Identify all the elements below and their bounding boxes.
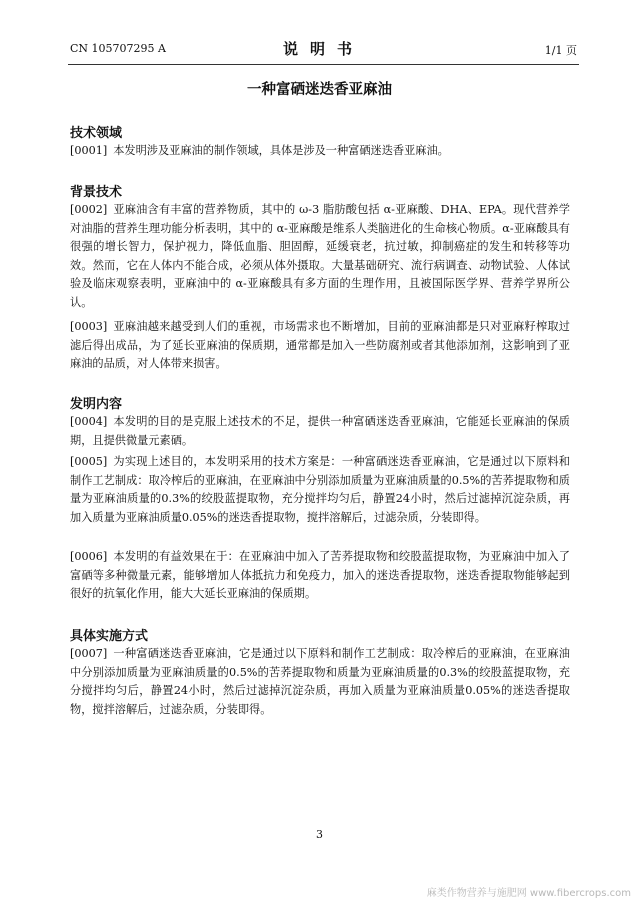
paragraph-0001 — [70, 142, 570, 161]
document-title: 一种富硒迷迭香亚麻油 — [247, 82, 392, 98]
paragraph-0007 — [70, 645, 570, 719]
paragraph-text: 本发明涉及亚麻油的制作领域，具体是涉及一种富硒迷迭香亚麻油。 — [113, 144, 449, 157]
paragraph-number: [0004] — [70, 415, 108, 428]
paragraph-text: 本发明的目的是克服上述技术的不足，提供一种富硒迷迭香亚麻油，它能延长亚麻油的保质期，且提供微量元素硒。 — [70, 415, 570, 447]
page-indicator: 1/1 页 — [544, 44, 577, 57]
paragraph-number: [0005] — [70, 455, 108, 468]
section-heading-background: 背景技术 — [70, 185, 123, 200]
page-header — [70, 38, 577, 62]
watermark: 麻类作物营养与施肥网 www.fibercrops.com — [426, 888, 631, 899]
paragraph-number: [0001] — [70, 144, 108, 157]
paragraph-0005 — [70, 453, 570, 527]
patent-number: CN 105707295 A — [70, 42, 166, 55]
doc-type: 说明书 — [282, 40, 364, 58]
paragraph-0002 — [70, 201, 570, 312]
paragraph-text: 亚麻油越来越受到人们的重视，市场需求也不断增加，目前的亚麻油都是只对亚麻籽榨取过滤后得出成品，为了延长亚麻油的保质期，通常都是加入一些防腐剂或者其他添加剂，这影响到了亚麻油的品质，对人体带来损害。 — [70, 320, 570, 370]
paragraph-text: 本发明的有益效果在于：在亚麻油中加入了苦荞提取物和绞股蓝提取物，为亚麻油中加入了富硒等多种微量元素，能够增加人体抵抗力和免疫力，加入的迷迭香提取物，迷迭香提取物能够起到很好的抗氧化作用，能大大延长亚麻油的保质期。 — [70, 550, 570, 600]
header-rule — [68, 64, 579, 65]
page-number: 3 — [316, 828, 323, 841]
section-heading-embodiment: 具体实施方式 — [70, 629, 149, 644]
paragraph-number: [0006] — [70, 550, 108, 563]
section-heading-summary: 发明内容 — [70, 397, 123, 412]
paragraph-number: [0003] — [70, 320, 108, 333]
paragraph-0004 — [70, 413, 570, 450]
paragraph-0003 — [70, 318, 570, 374]
paragraph-text: 一种富硒迷迭香亚麻油，它是通过以下原料和制作工艺制成：取冷榨后的亚麻油，在亚麻油中分别添加质量为亚麻油质量的0.5%的苦荞提取物和质量为亚麻油质量的0.3%的绞股蓝提取物，充分搅拌均匀后，静置24小时，然后过滤掉沉淀杂质，再加入质量为亚麻油质量0.05%的迷迭香提取物，搅拌溶解后，过滤杂质，分装即得。 — [70, 647, 570, 716]
paragraph-text: 为实现上述目的，本发明采用的技术方案是：一种富硒迷迭香亚麻油，它是通过以下原料和制作工艺制成：取冷榨后的亚麻油，在亚麻油中分别添加质量为亚麻油质量的0.5%的苦荞提取物和质量为亚麻油质量的0.3%的绞股蓝提取物，充分搅拌均匀后，静置24小时，然后过滤掉沉淀杂质，再加入质量为亚麻油质量0.05%的迷迭香提取物，搅拌溶解后，过滤杂质，分装即得。 — [70, 455, 570, 524]
paragraph-number: [0002] — [70, 203, 108, 216]
section-heading-field: 技术领域 — [70, 126, 123, 141]
paragraph-number: [0007] — [70, 647, 108, 660]
paragraph-0006 — [70, 548, 570, 604]
paragraph-text: 亚麻油含有丰富的营养物质，其中的 ω-3 脂肪酸包括 α-亚麻酸、DHA、EPA。现代营养学对油脂的营养生理功能分析表明，其中的 α-亚麻酸是维系人类脑进化的生命核心物质。α-亚麻酸具有很强的增长智力，保护视力，降低血脂、胆固醇，延缓衰老，抗过敏，抑制癌症的发生和转移等功效。然而，它在人体内不能合成，必须从体外摄取。大量基础研究、流行病调查、动物试验、人体试验及临床观察表明，亚麻油中的 α-亚麻酸具有多方面的生理作用，且被国际医学界、营养学界所公认。 — [70, 203, 570, 309]
